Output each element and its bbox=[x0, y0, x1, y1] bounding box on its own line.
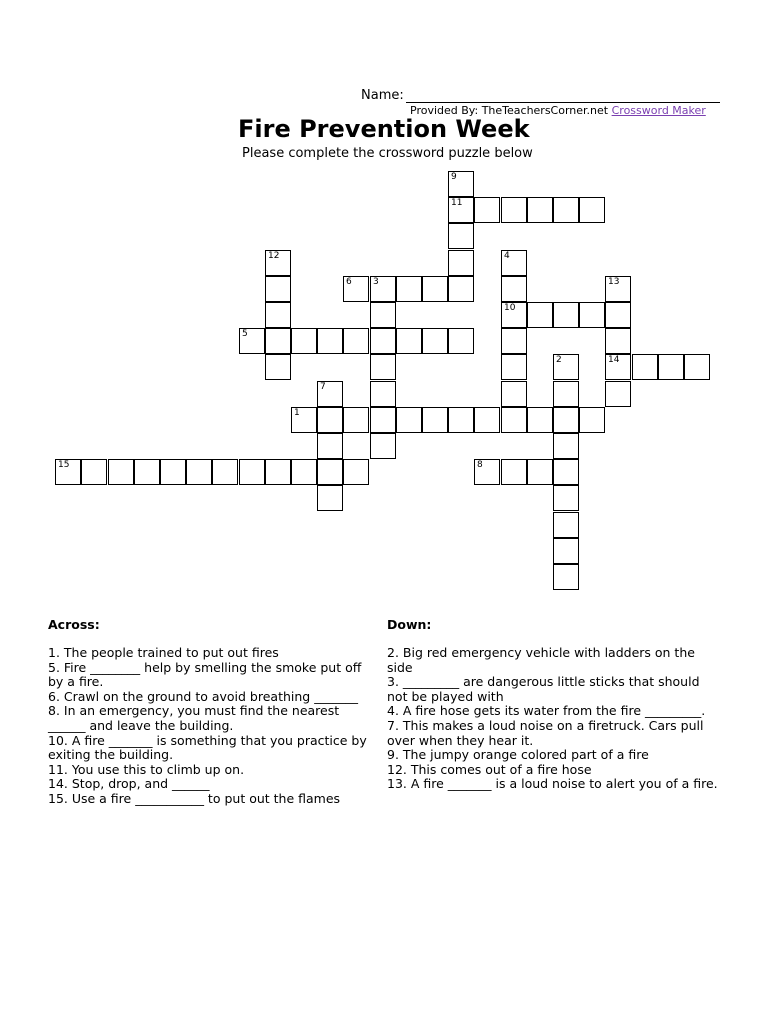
crossword-cell[interactable] bbox=[239, 459, 265, 485]
cell-number: 5 bbox=[242, 329, 248, 339]
crossword-cell[interactable] bbox=[527, 197, 553, 223]
down-clues bbox=[387, 618, 721, 792]
crossword-cell[interactable] bbox=[501, 302, 527, 328]
down-clue: 3. _________ are dangerous little sticks that should not be played with bbox=[387, 674, 700, 704]
crossword-cell[interactable] bbox=[108, 459, 134, 485]
crossword-cell[interactable] bbox=[527, 302, 553, 328]
cell-number: 1 bbox=[294, 408, 300, 418]
crossword-cell[interactable] bbox=[553, 538, 579, 564]
down-clue: 9. The jumpy orange colored part of a fire bbox=[387, 747, 649, 763]
crossword-cell[interactable] bbox=[605, 302, 631, 328]
crossword-cell[interactable] bbox=[527, 407, 553, 433]
crossword-cell[interactable] bbox=[317, 381, 343, 407]
crossword-cell[interactable] bbox=[422, 328, 448, 354]
page-subtitle: Please complete the crossword puzzle below bbox=[242, 146, 533, 161]
crossword-cell[interactable] bbox=[265, 354, 291, 380]
crossword-cell[interactable] bbox=[632, 354, 658, 380]
crossword-cell[interactable] bbox=[265, 328, 291, 354]
crossword-cell[interactable] bbox=[605, 328, 631, 354]
crossword-cell[interactable] bbox=[448, 250, 474, 276]
crossword-cell[interactable] bbox=[265, 276, 291, 302]
cell-number: 8 bbox=[477, 460, 483, 470]
crossword-cell[interactable] bbox=[317, 459, 343, 485]
crossword-cell[interactable] bbox=[265, 302, 291, 328]
across-heading: Across: bbox=[48, 617, 100, 632]
cell-number: 12 bbox=[268, 251, 280, 261]
crossword-cell[interactable] bbox=[605, 354, 631, 380]
crossword-cell[interactable] bbox=[501, 328, 527, 354]
crossword-cell[interactable] bbox=[448, 407, 474, 433]
crossword-cell[interactable] bbox=[501, 459, 527, 485]
crossword-cell[interactable] bbox=[343, 459, 369, 485]
across-clue: 14. Stop, drop, and ______ bbox=[48, 776, 210, 792]
cell-number: 15 bbox=[58, 460, 70, 470]
crossword-cell[interactable] bbox=[291, 407, 317, 433]
crossword-cell[interactable] bbox=[527, 459, 553, 485]
crossword-cell[interactable] bbox=[553, 381, 579, 407]
down-clue: 7. This makes a loud noise on a firetruck. Cars pull over when they hear it. bbox=[387, 717, 704, 748]
crossword-cell[interactable] bbox=[579, 407, 605, 433]
crossword-cell[interactable] bbox=[317, 485, 343, 511]
crossword-cell[interactable] bbox=[474, 407, 500, 433]
crossword-cell[interactable] bbox=[448, 328, 474, 354]
cell-number: 9 bbox=[451, 172, 457, 182]
cell-number: 7 bbox=[320, 382, 326, 392]
crossword-cell[interactable] bbox=[422, 276, 448, 302]
crossword-cell[interactable] bbox=[474, 459, 500, 485]
cell-number: 3 bbox=[373, 277, 379, 287]
down-heading: Down: bbox=[387, 617, 432, 632]
crossword-cell[interactable] bbox=[81, 459, 107, 485]
crossword-cell[interactable] bbox=[265, 459, 291, 485]
cell-number: 2 bbox=[556, 355, 562, 365]
crossword-cell[interactable] bbox=[370, 433, 396, 459]
crossword-cell[interactable] bbox=[553, 302, 579, 328]
cell-number: 14 bbox=[608, 355, 620, 365]
crossword-cell[interactable] bbox=[422, 407, 448, 433]
crossword-cell[interactable] bbox=[501, 407, 527, 433]
crossword-cell[interactable] bbox=[579, 197, 605, 223]
crossword-cell[interactable] bbox=[501, 197, 527, 223]
crossword-cell[interactable] bbox=[553, 407, 579, 433]
cell-number: 13 bbox=[608, 277, 620, 287]
crossword-cell[interactable] bbox=[605, 381, 631, 407]
crossword-cell[interactable] bbox=[553, 433, 579, 459]
name-label: Name: bbox=[361, 88, 404, 103]
across-clue: 10. A fire _______ is something that you practice by exiting the building. bbox=[48, 732, 367, 763]
crossword-cell[interactable] bbox=[370, 354, 396, 380]
crossword-cell[interactable] bbox=[501, 276, 527, 302]
crossword-cell[interactable] bbox=[396, 407, 422, 433]
crossword-cell[interactable] bbox=[474, 197, 500, 223]
crossword-cell[interactable] bbox=[160, 459, 186, 485]
crossword-cell[interactable] bbox=[448, 197, 474, 223]
crossword-cell[interactable] bbox=[55, 459, 81, 485]
crossword-cell[interactable] bbox=[370, 328, 396, 354]
crossword-cell[interactable] bbox=[370, 276, 396, 302]
across-clue: 1. The people trained to put out fires bbox=[48, 645, 279, 660]
crossword-cell[interactable] bbox=[658, 354, 684, 380]
crossword-cell[interactable] bbox=[317, 407, 343, 433]
across-clue: 8. In an emergency, you must find the nearest ______ and leave the building. bbox=[48, 703, 340, 733]
crossword-cell[interactable] bbox=[553, 459, 579, 485]
crossword-maker-link[interactable]: Crossword Maker bbox=[611, 104, 706, 117]
down-clue: 12. This comes out of a fire hose bbox=[387, 761, 592, 777]
cell-number: 10 bbox=[504, 303, 516, 313]
crossword-cell[interactable] bbox=[553, 485, 579, 511]
crossword-cell[interactable] bbox=[212, 459, 238, 485]
crossword-cell[interactable] bbox=[448, 223, 474, 249]
crossword-cell[interactable] bbox=[134, 459, 160, 485]
crossword-cell[interactable] bbox=[370, 381, 396, 407]
crossword-cell[interactable] bbox=[396, 276, 422, 302]
crossword-cell[interactable] bbox=[265, 250, 291, 276]
crossword-cell[interactable] bbox=[501, 354, 527, 380]
page-title: Fire Prevention Week bbox=[238, 115, 530, 143]
cell-number: 4 bbox=[504, 251, 510, 261]
across-clue: 5. Fire ________ help by smelling the smoke put off by a fire. bbox=[48, 659, 362, 690]
crossword-cell[interactable] bbox=[553, 564, 579, 590]
crossword-cell[interactable] bbox=[605, 276, 631, 302]
down-clue: 2. Big red emergency vehicle with ladders on the side bbox=[387, 645, 695, 675]
crossword-cell[interactable] bbox=[370, 407, 396, 433]
crossword-cell[interactable] bbox=[579, 302, 605, 328]
crossword-cell[interactable] bbox=[553, 197, 579, 223]
crossword-cell[interactable] bbox=[343, 328, 369, 354]
crossword-cell[interactable] bbox=[291, 328, 317, 354]
crossword-cell[interactable] bbox=[370, 302, 396, 328]
crossword-cell[interactable] bbox=[448, 276, 474, 302]
crossword-cell[interactable] bbox=[501, 250, 527, 276]
across-clues bbox=[48, 618, 374, 807]
crossword-cell[interactable] bbox=[239, 328, 265, 354]
crossword-cell[interactable] bbox=[317, 433, 343, 459]
crossword-cell[interactable] bbox=[553, 354, 579, 380]
down-clue: 13. A fire _______ is a loud noise to alert you of a fire. bbox=[387, 776, 718, 792]
crossword-cell[interactable] bbox=[343, 276, 369, 302]
provided-by-text: Provided By: TheTeachersCorner.net bbox=[410, 104, 609, 117]
crossword-cell[interactable] bbox=[684, 354, 710, 380]
down-clue: 4. A fire hose gets its water from the fire _________. bbox=[387, 703, 706, 719]
cell-number: 11 bbox=[451, 198, 463, 208]
across-clue: 6. Crawl on the ground to avoid breathing _______ bbox=[48, 688, 358, 704]
across-clue: 15. Use a fire ___________ to put out the flames bbox=[48, 790, 341, 806]
cell-number: 6 bbox=[346, 277, 352, 287]
across-clue: 11. You use this to climb up on. bbox=[48, 761, 245, 777]
crossword-cell[interactable] bbox=[291, 459, 317, 485]
crossword-cell[interactable] bbox=[448, 171, 474, 197]
crossword-cell[interactable] bbox=[186, 459, 212, 485]
crossword-cell[interactable] bbox=[317, 328, 343, 354]
crossword-cell[interactable] bbox=[396, 328, 422, 354]
crossword-cell[interactable] bbox=[501, 381, 527, 407]
crossword-cell[interactable] bbox=[343, 407, 369, 433]
crossword-cell[interactable] bbox=[553, 512, 579, 538]
